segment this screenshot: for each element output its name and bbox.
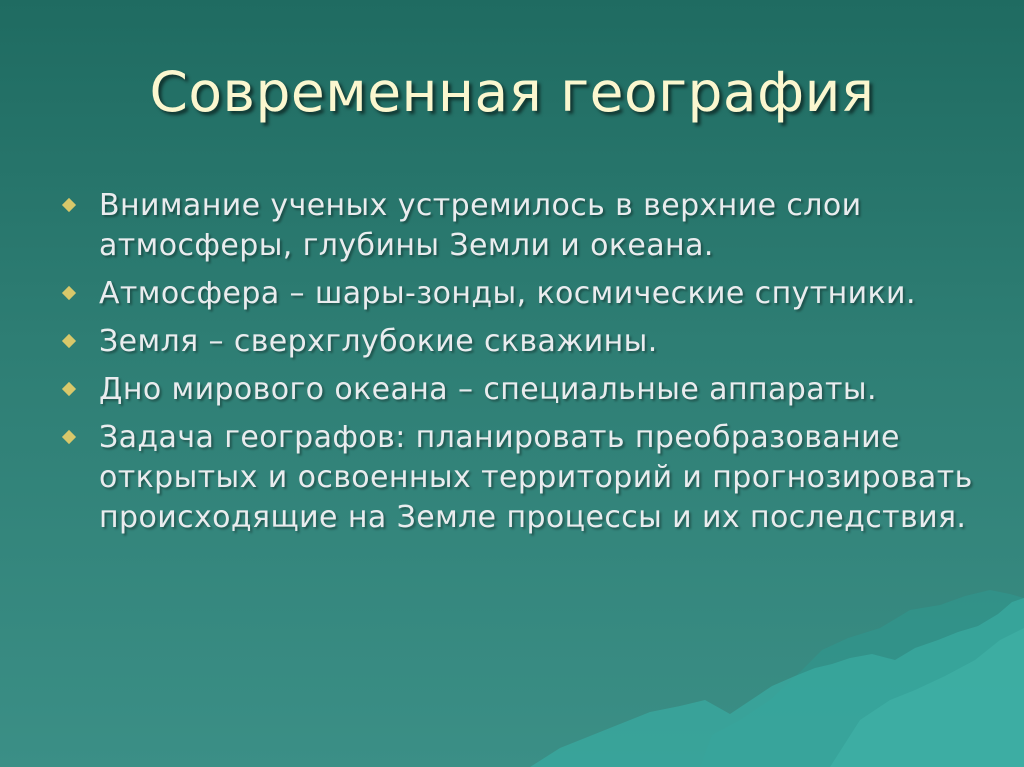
bullet-text: Дно мирового океана – специальные аппараты. <box>99 372 877 407</box>
mountain-back-range <box>700 590 1024 767</box>
slide-title: Современная география <box>149 60 875 124</box>
bullet-text: Земля – сверхглубокие скважины. <box>99 324 658 359</box>
diamond-bullet-icon <box>62 198 76 212</box>
bullet-item <box>60 370 980 410</box>
mountain-front-range <box>530 598 1024 767</box>
diamond-bullet-icon <box>62 430 76 444</box>
bullet-item <box>60 186 980 266</box>
diamond-bullet-icon <box>62 334 76 348</box>
bullet-text: Задача географов: планировать преобразование открытых и освоенных территорий и прогнозировать происходящие на Земле процессы и их последствия. <box>99 420 973 535</box>
bullet-text: Атмосфера – шары-зонды, космические спутники. <box>99 276 916 311</box>
bullet-item <box>60 274 980 314</box>
diamond-bullet-icon <box>62 382 76 396</box>
bullet-list <box>60 186 980 546</box>
mountain-highlight <box>830 628 1024 767</box>
diamond-bullet-icon <box>62 286 76 300</box>
bullet-item <box>60 418 980 538</box>
bullet-item <box>60 322 980 362</box>
bullet-text: Внимание ученых устремилось в верхние слои атмосферы, глубины Земли и океана. <box>99 188 862 263</box>
